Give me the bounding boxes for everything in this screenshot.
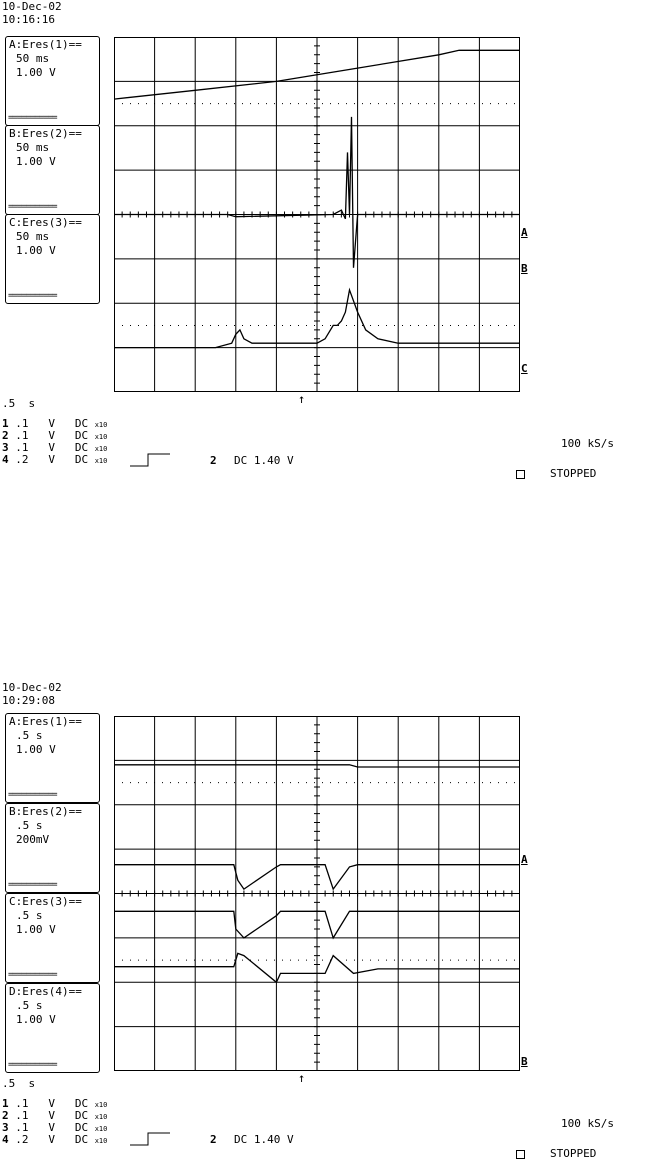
- input-num: 1: [2, 417, 9, 430]
- channel-label: A:Eres(1)==: [9, 38, 82, 51]
- channel-box-a: [5, 713, 100, 803]
- input-num: 3: [2, 1121, 9, 1134]
- channel-time: .5 s: [16, 819, 43, 832]
- channel-box-b: [5, 803, 100, 893]
- marker-c: C: [521, 362, 528, 375]
- channel-separator: ===========: [8, 203, 57, 212]
- trigger-channel: 2: [210, 1133, 217, 1146]
- trigger-arrow-icon: ↑: [298, 392, 306, 406]
- status-label: STOPPED: [550, 467, 597, 480]
- marker-b: B: [521, 1055, 528, 1068]
- timebase-label: .5 s: [2, 397, 36, 410]
- input-text: .1 V DC: [8, 429, 95, 442]
- marker-a: A: [521, 853, 528, 866]
- channel-time: .5 s: [16, 909, 43, 922]
- channel-volts: 1.00 V: [16, 244, 56, 257]
- input-text: .1 V DC: [8, 1121, 95, 1134]
- channel-time: 50 ms: [16, 141, 50, 154]
- coupling-suffix: x10: [94, 1113, 108, 1121]
- date-label: 10-Dec-02: [2, 0, 62, 13]
- input-text: .1 V DC: [8, 1109, 95, 1122]
- coupling-suffix: x10: [94, 1137, 108, 1145]
- sample-rate: 100 kS/s: [561, 1117, 614, 1130]
- timebase-label: .5 s: [2, 1077, 36, 1090]
- input-num: 3: [2, 441, 9, 454]
- input-text: .2 V DC: [8, 453, 95, 466]
- marker-b: B: [521, 262, 528, 275]
- status-label: STOPPED: [550, 1147, 597, 1160]
- input-text: .1 V DC: [8, 417, 95, 430]
- input-num: 4: [2, 1133, 9, 1146]
- channel-volts: 200mV: [16, 833, 50, 846]
- trigger-channel: 2: [210, 454, 217, 467]
- marker-a: A: [521, 226, 528, 239]
- channel-volts: 1.00 V: [16, 1013, 56, 1026]
- input-num: 4: [2, 453, 9, 466]
- channel-separator: ===========: [8, 881, 57, 890]
- channel-separator: ===========: [8, 791, 57, 800]
- channel-separator: ===========: [8, 292, 57, 301]
- scope-graticule: [114, 37, 520, 392]
- channel-time: 50 ms: [16, 52, 50, 65]
- channel-label: D:Eres(4)==: [9, 985, 82, 998]
- coupling-suffix: x10: [94, 457, 108, 465]
- trigger-edge-icon: [130, 452, 172, 468]
- channel-time: 50 ms: [16, 230, 50, 243]
- coupling-suffix: x10: [94, 421, 108, 429]
- coupling-suffix: x10: [94, 445, 108, 453]
- channel-label: C:Eres(3)==: [9, 895, 82, 908]
- sample-rate: 100 kS/s: [561, 437, 614, 450]
- scope-graticule: [114, 716, 520, 1071]
- input-text: .1 V DC: [8, 441, 95, 454]
- input-num: 1: [2, 1097, 9, 1110]
- date-label: 10-Dec-02: [2, 681, 62, 694]
- channel-box-c: [5, 214, 100, 304]
- channel-volts: 1.00 V: [16, 743, 56, 756]
- time-label: 10:16:16: [2, 13, 55, 26]
- channel-box-c: [5, 893, 100, 983]
- channel-volts: 1.00 V: [16, 923, 56, 936]
- channel-label: A:Eres(1)==: [9, 715, 82, 728]
- trigger-arrow-icon: ↑: [298, 1071, 306, 1085]
- channel-separator: ===========: [8, 114, 57, 123]
- channel-volts: 1.00 V: [16, 155, 56, 168]
- trigger-level: DC 1.40 V: [234, 454, 294, 467]
- channel-box-b: [5, 125, 100, 215]
- input-text: .1 V DC: [8, 1097, 95, 1110]
- channel-box-a: [5, 36, 100, 126]
- coupling-suffix: x10: [94, 433, 108, 441]
- input-row-4: [2, 454, 107, 467]
- channel-time: .5 s: [16, 999, 43, 1012]
- channel-time: .5 s: [16, 729, 43, 742]
- trigger-level: DC 1.40 V: [234, 1133, 294, 1146]
- input-text: .2 V DC: [8, 1133, 95, 1146]
- status-square-icon: [516, 1150, 525, 1159]
- input-num: 2: [2, 429, 9, 442]
- channel-box-d: [5, 983, 100, 1073]
- channel-label: B:Eres(2)==: [9, 805, 82, 818]
- trigger-edge-icon: [130, 1131, 172, 1147]
- channel-separator: ===========: [8, 1061, 57, 1070]
- coupling-suffix: x10: [94, 1125, 108, 1133]
- channel-label: C:Eres(3)==: [9, 216, 82, 229]
- input-row-4: [2, 1134, 107, 1147]
- channel-separator: ===========: [8, 971, 57, 980]
- time-label: 10:29:08: [2, 694, 55, 707]
- channel-label: B:Eres(2)==: [9, 127, 82, 140]
- input-num: 2: [2, 1109, 9, 1122]
- coupling-suffix: x10: [94, 1101, 108, 1109]
- status-square-icon: [516, 470, 525, 479]
- channel-volts: 1.00 V: [16, 66, 56, 79]
